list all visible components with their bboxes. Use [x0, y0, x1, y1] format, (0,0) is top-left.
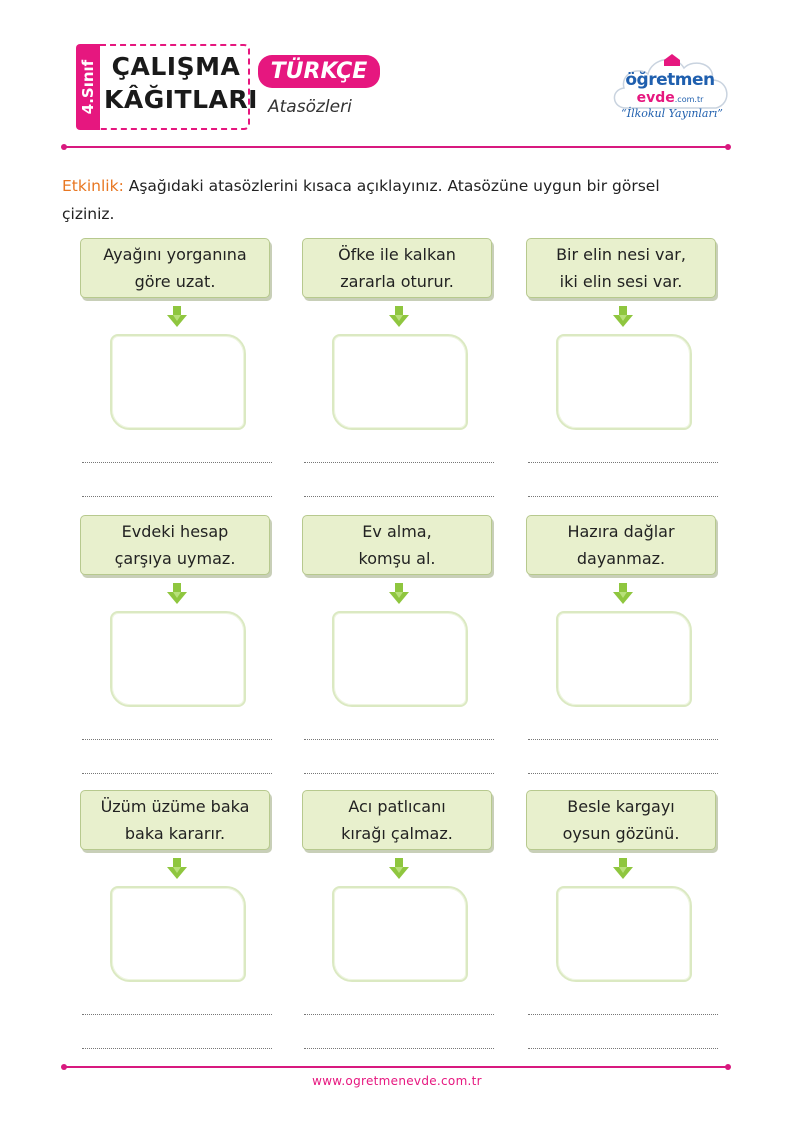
arrow-down-icon — [166, 306, 188, 328]
proverb-cell — [302, 515, 496, 765]
proverb-line-1: Ev alma, — [362, 522, 432, 541]
drawing-area[interactable] — [556, 334, 692, 430]
answer-line-2[interactable] — [528, 1048, 718, 1050]
proverb-line-1: Hazıra dağlar — [567, 522, 675, 541]
proverb-cell — [80, 790, 274, 1040]
drawing-area[interactable] — [110, 611, 246, 707]
instruction-label: Etkinlik: — [62, 177, 124, 195]
proverb-card — [80, 515, 270, 575]
proverb-cell — [80, 515, 274, 765]
arrow-down-icon — [166, 583, 188, 605]
footer-divider — [64, 1066, 728, 1068]
answer-line-1[interactable] — [82, 739, 272, 741]
answer-line-2[interactable] — [304, 1048, 494, 1050]
proverb-line-2: dayanmaz. — [576, 549, 666, 568]
drawing-area[interactable] — [110, 334, 246, 430]
answer-line-1[interactable] — [304, 462, 494, 464]
drawing-area[interactable] — [332, 611, 468, 707]
instruction-text: Aşağıdaki atasözlerini kısaca açıklayınız. Atasözüne uygun bir görsel çiziniz. — [62, 177, 660, 223]
proverb-line-2: baka kararır. — [124, 824, 226, 843]
logo-domain: .com.tr — [674, 95, 704, 104]
proverb-line-1: Öfke ile kalkan — [338, 245, 456, 264]
answer-line-2[interactable] — [82, 1048, 272, 1050]
logo-brand-2-text: evde — [636, 90, 675, 106]
answer-line-2[interactable] — [82, 773, 272, 775]
answer-line-2[interactable] — [304, 496, 494, 498]
answer-line-1[interactable] — [82, 462, 272, 464]
logo-tagline: “İlkokul Yayınları” — [621, 107, 723, 120]
answer-line-2[interactable] — [304, 773, 494, 775]
answer-line-1[interactable] — [528, 462, 718, 464]
grade-label: 4.Sınıf — [79, 59, 97, 115]
proverb-line-2: oysun gözünü. — [562, 824, 680, 843]
answer-line-1[interactable] — [528, 739, 718, 741]
drawing-area[interactable] — [110, 886, 246, 982]
answer-line-1[interactable] — [304, 739, 494, 741]
arrow-down-icon — [612, 858, 634, 880]
drawing-area[interactable] — [556, 611, 692, 707]
proverb-line-2: kırağı çalmaz. — [341, 824, 453, 843]
proverb-card — [526, 515, 716, 575]
proverb-card — [302, 238, 492, 298]
grade-label-wrap — [76, 44, 100, 130]
proverb-line-1: Acı patlıcanı — [348, 797, 446, 816]
proverb-line-1: Besle kargayı — [567, 797, 675, 816]
proverb-cell — [526, 790, 720, 1040]
answer-line-1[interactable] — [528, 1014, 718, 1016]
logo-brand: öğretmen — [625, 70, 715, 90]
instruction — [62, 172, 712, 228]
proverb-line-1: Evdeki hesap — [121, 522, 229, 541]
proverb-card — [526, 238, 716, 298]
proverb-line-1: Bir elin nesi var, — [556, 245, 686, 264]
proverb-cell — [526, 238, 720, 488]
answer-line-2[interactable] — [82, 496, 272, 498]
proverb-line-1: Ayağını yorganına — [103, 245, 247, 264]
proverb-card — [80, 238, 270, 298]
proverb-card — [302, 515, 492, 575]
footer-url: www.ogretmenevde.com.tr — [312, 1074, 482, 1088]
proverb-line-2: iki elin sesi var. — [559, 272, 683, 291]
title-line-2: KÂĞITLARI — [104, 85, 258, 114]
drawing-area[interactable] — [332, 334, 468, 430]
drawing-area[interactable] — [556, 886, 692, 982]
arrow-down-icon — [612, 306, 634, 328]
answer-line-2[interactable] — [528, 773, 718, 775]
proverb-cell — [302, 790, 496, 1040]
proverb-cell — [302, 238, 496, 488]
proverb-card — [302, 790, 492, 850]
logo-brand-2 — [614, 90, 726, 106]
arrow-down-icon — [612, 583, 634, 605]
proverb-cell — [80, 238, 274, 488]
title-line-1: ÇALIŞMA — [111, 52, 241, 81]
proverb-line-2: komşu al. — [358, 549, 436, 568]
proverb-line-2: göre uzat. — [134, 272, 216, 291]
arrow-down-icon — [388, 306, 410, 328]
proverb-line-1: Üzüm üzüme baka — [100, 797, 250, 816]
answer-line-2[interactable] — [528, 496, 718, 498]
proverb-line-2: çarşıya uymaz. — [114, 549, 236, 568]
answer-line-1[interactable] — [82, 1014, 272, 1016]
arrow-down-icon — [388, 583, 410, 605]
drawing-area[interactable] — [332, 886, 468, 982]
proverb-card — [80, 790, 270, 850]
arrow-down-icon — [166, 858, 188, 880]
subject-badge: TÜRKÇE — [258, 55, 380, 88]
arrow-down-icon — [388, 858, 410, 880]
topic-label: Atasözleri — [268, 97, 352, 117]
header-divider — [64, 146, 728, 148]
proverb-cell — [526, 515, 720, 765]
answer-line-1[interactable] — [304, 1014, 494, 1016]
proverb-line-2: zararla oturur. — [340, 272, 454, 291]
proverb-card — [526, 790, 716, 850]
